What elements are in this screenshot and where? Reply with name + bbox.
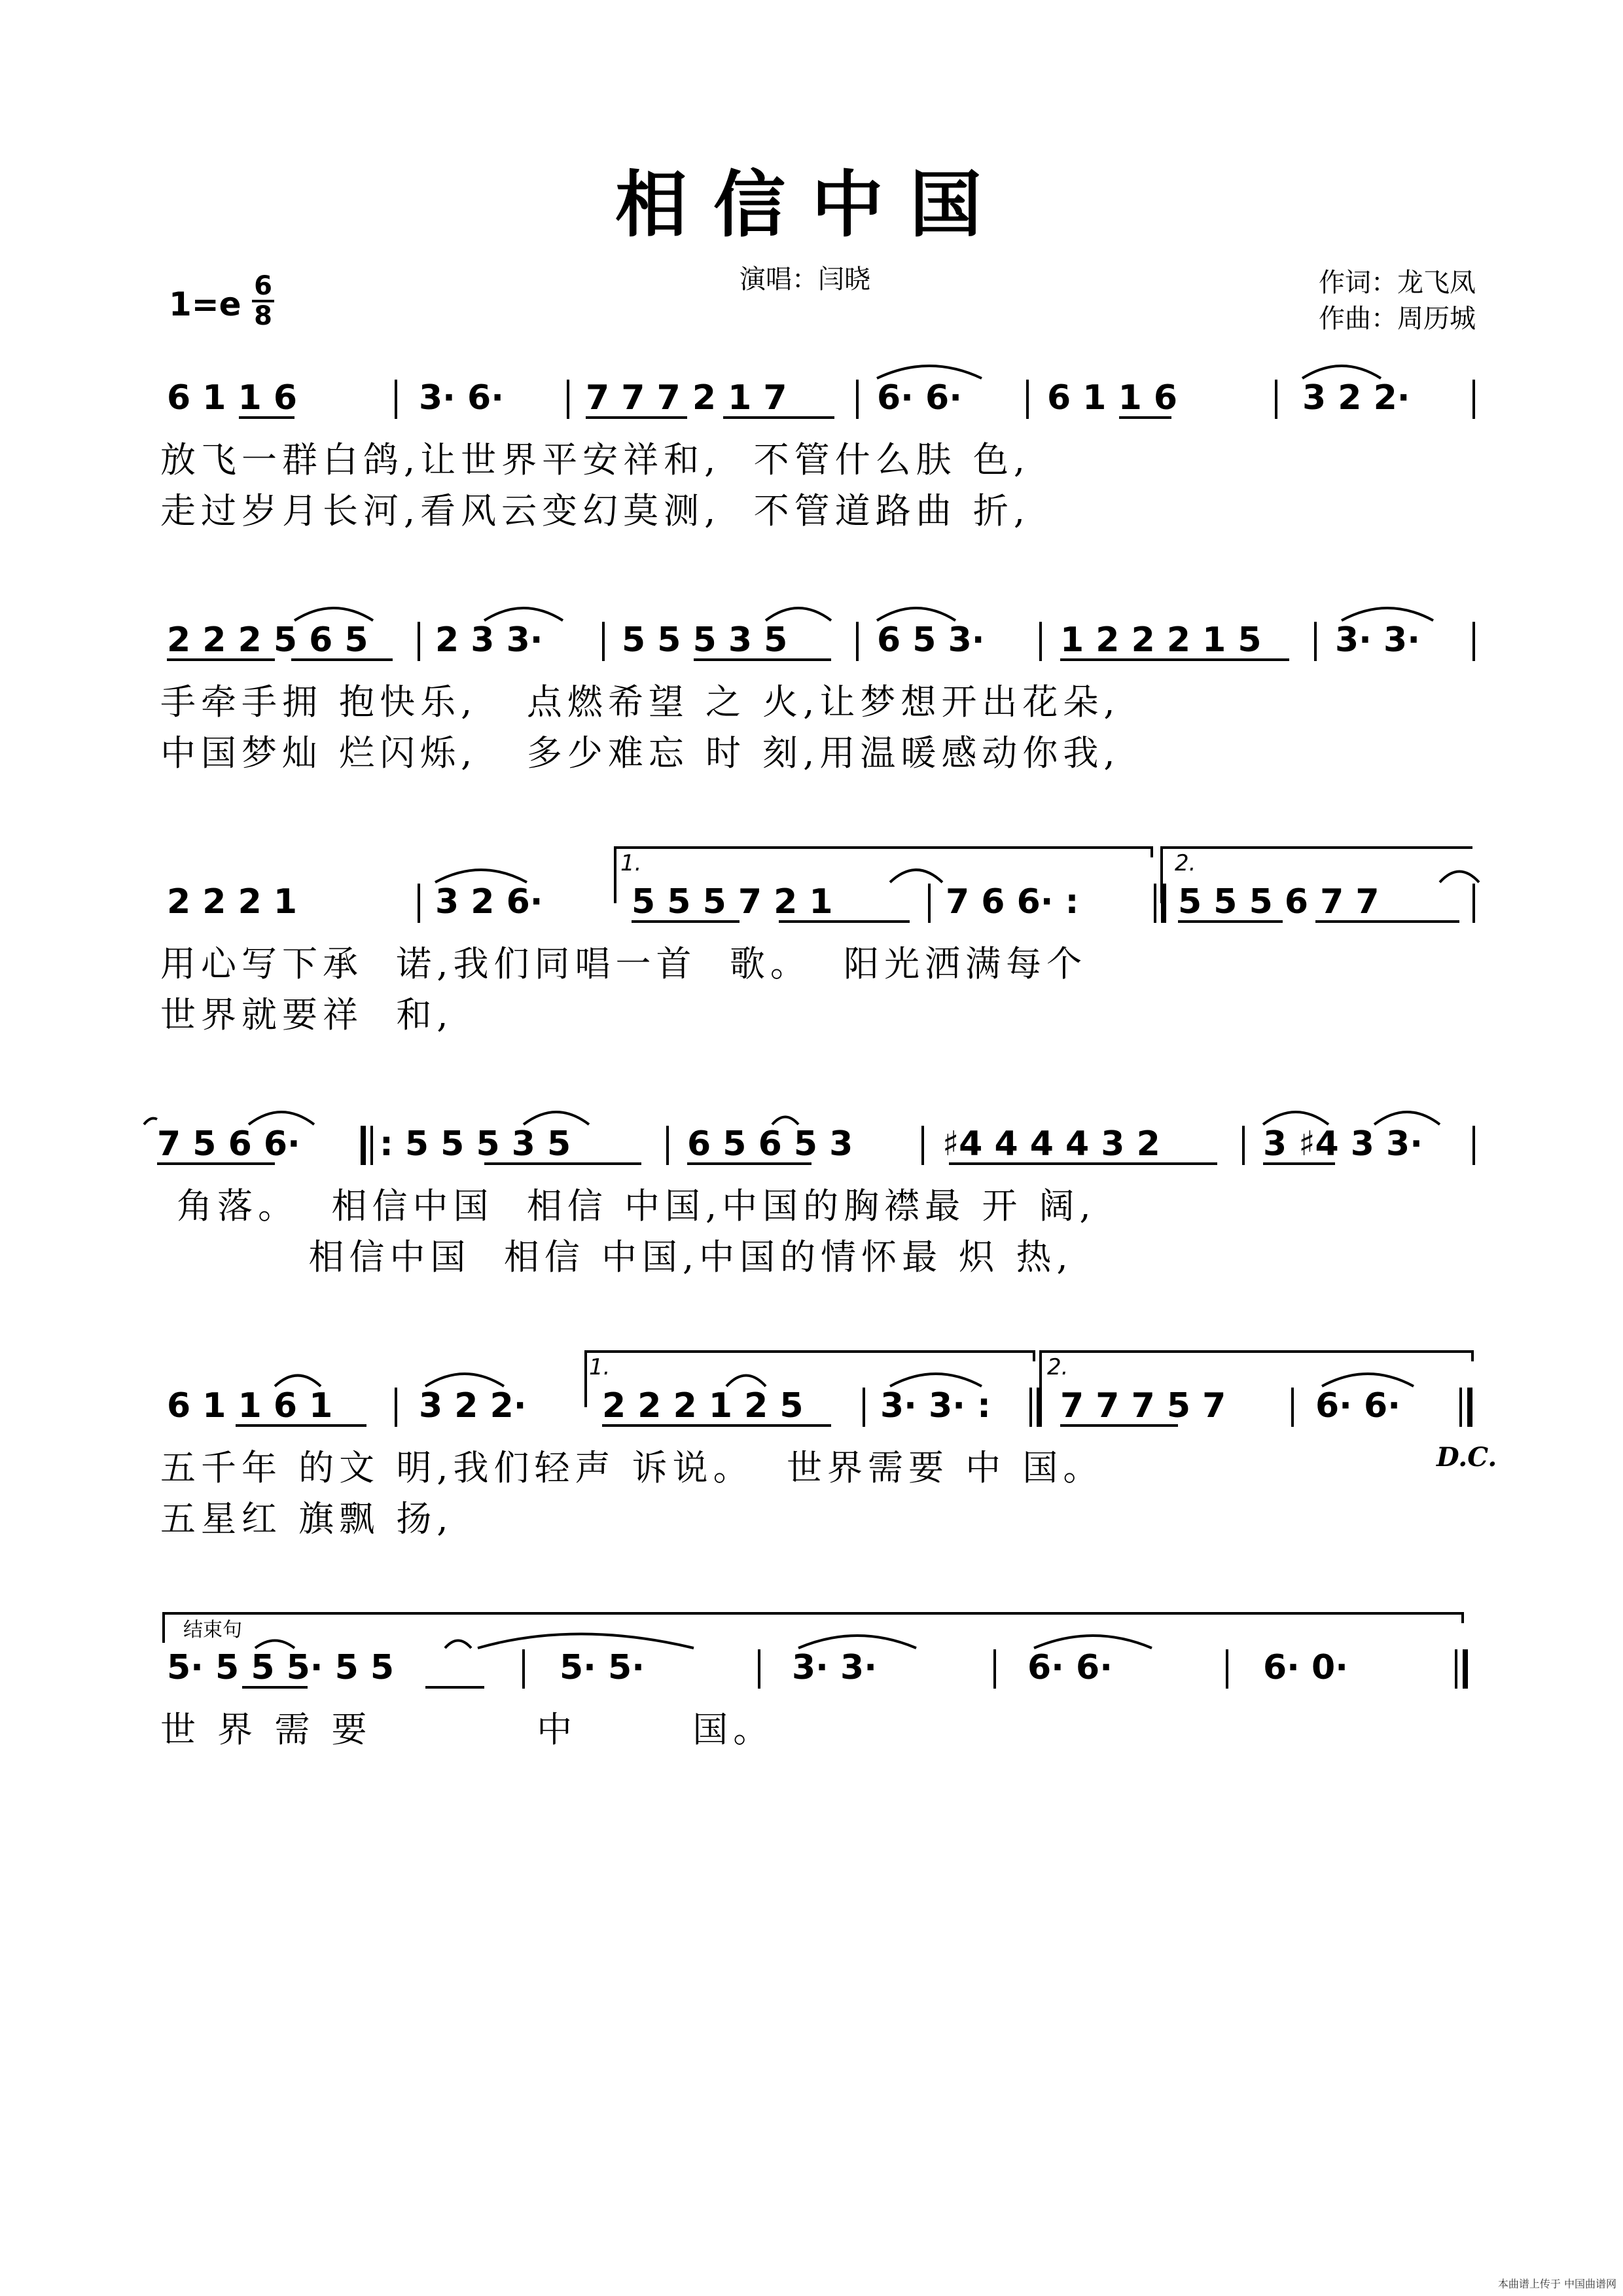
svg-text:6· 6·: 6· 6·	[1315, 1386, 1400, 1426]
lyric-line: 世界就要祥 和,	[160, 994, 454, 1035]
lyric-line: 走过岁月长河,看风云变幻莫测, 不管道路曲 折,	[160, 490, 1030, 531]
svg-text:1 2 2 2 1 5: 1 2 2 2 1 5	[1060, 620, 1262, 660]
svg-text:3· 3·: 3· 3·	[792, 1648, 877, 1687]
svg-text:6· 6·: 6· 6·	[877, 378, 962, 418]
time-signature	[252, 271, 274, 331]
lyric-line: 五千年 的文 明,我们轻声 诉说。 世界需要 中 国。	[160, 1447, 1104, 1488]
volta-2-label: 2.	[1175, 850, 1196, 876]
svg-text:2 2 2 1 2 5: 2 2 2 1 2 5	[602, 1386, 804, 1426]
lyric-line: 五星红 旗飘 扬,	[160, 1498, 454, 1539]
volta-2-label: 2.	[1047, 1354, 1069, 1380]
svg-text:2 2 2 1: 2 2 2 1	[167, 882, 298, 922]
lyricist-credit: 作词：龙飞凤	[1319, 268, 1476, 298]
svg-text:7 7 7 2 1 7: 7 7 7 2 1 7	[586, 378, 787, 418]
lyric-line: 中国梦灿 烂闪烁, 多少难忘 时 刻,用温暖感动你我,	[160, 732, 1120, 774]
svg-text:6 1 1 6 1: 6 1 1 6 1	[167, 1386, 333, 1426]
lyric-line: 角落。 相信中国 相信 中国,中国的胸襟最 开 阔,	[160, 1185, 1096, 1227]
time-signature-bottom: 8	[254, 301, 272, 331]
lyric-line: 放飞一群白鸽,让世界平安祥和, 不管什么肤 色,	[160, 439, 1030, 480]
score-system-3	[0, 844, 1623, 1041]
svg-text:2 2 2 5 6 5: 2 2 2 5 6 5	[167, 620, 368, 660]
svg-text:7 6 6· :: 7 6 6· :	[946, 882, 1079, 922]
lyric-line: 手牵手拥 抱快乐, 点燃希望 之 火,让梦想开出花朵,	[160, 681, 1120, 723]
svg-text:6 5 6 5 3: 6 5 6 5 3	[687, 1124, 853, 1164]
svg-text:6· 0·: 6· 0·	[1263, 1648, 1348, 1687]
svg-text:3 ♯4 3 3·: 3 ♯4 3 3·	[1263, 1124, 1423, 1164]
svg-text:2 3 3·: 2 3 3·	[435, 620, 543, 660]
svg-text:♯4 4 4 4 3 2: ♯4 4 4 4 3 2	[942, 1124, 1160, 1164]
svg-text:7 7 7 5 7: 7 7 7 5 7	[1060, 1386, 1226, 1426]
svg-text:: 5 5 5 3 5: : 5 5 5 3 5	[380, 1124, 571, 1164]
svg-text:6· 6·: 6· 6·	[1027, 1648, 1113, 1687]
ending-label: 结束句	[183, 1619, 242, 1641]
svg-text:6 5 3·: 6 5 3·	[877, 620, 985, 660]
song-title: 相信中国	[615, 162, 1008, 247]
svg-text:5 5 5 6 7 7: 5 5 5 6 7 7	[1178, 882, 1380, 922]
volta-1-label: 1.	[589, 1354, 611, 1380]
svg-text:3· 3·: 3· 3·	[1335, 620, 1420, 660]
svg-text:3 2 2·: 3 2 2·	[1302, 378, 1410, 418]
svg-text:6 1 1 6: 6 1 1 6	[1047, 378, 1178, 418]
source-footer: 本曲谱上传于 中国曲谱网	[1497, 2278, 1616, 2290]
lyric-line: 世 界 需 要 中 国。	[160, 1709, 774, 1750]
svg-text:3 2 2·: 3 2 2·	[419, 1386, 527, 1426]
svg-text:5· 5 5 5· 5 5: 5· 5 5 5· 5 5	[167, 1648, 395, 1687]
singer-credit: 演唱：闫晓	[740, 264, 870, 295]
svg-text:3· 6·: 3· 6·	[419, 378, 504, 418]
composer-credit: 作曲：周历城	[1319, 304, 1476, 334]
volta-1-label: 1.	[620, 850, 642, 876]
key-signature: 1=e	[169, 285, 241, 323]
time-signature-top: 6	[254, 271, 272, 301]
score-system-2	[0, 609, 1623, 779]
dc-marking: D.C.	[1436, 1442, 1497, 1473]
svg-text:6 1 1 6: 6 1 1 6	[167, 378, 298, 418]
score-system-1	[0, 367, 1623, 537]
svg-text:3· 3· :: 3· 3· :	[880, 1386, 991, 1426]
svg-text:5· 5·: 5· 5·	[560, 1648, 645, 1687]
score-system-4	[0, 1113, 1623, 1283]
lyric-line: 相信中国 相信 中国,中国的情怀最 炽 热,	[160, 1236, 1073, 1278]
score-system-6	[0, 1610, 1623, 1767]
svg-text:5 5 5 3 5: 5 5 5 3 5	[622, 620, 788, 660]
svg-text:3 2 6·: 3 2 6·	[435, 882, 543, 922]
svg-text:7 5 6 6·: 7 5 6 6·	[157, 1124, 300, 1164]
lyric-line: 用心写下承 诺,我们同唱一首 歌。 阳光洒满每个	[160, 943, 1088, 984]
svg-text:5 5 5 7 2 1: 5 5 5 7 2 1	[632, 882, 833, 922]
score-system-5	[0, 1348, 1623, 1545]
